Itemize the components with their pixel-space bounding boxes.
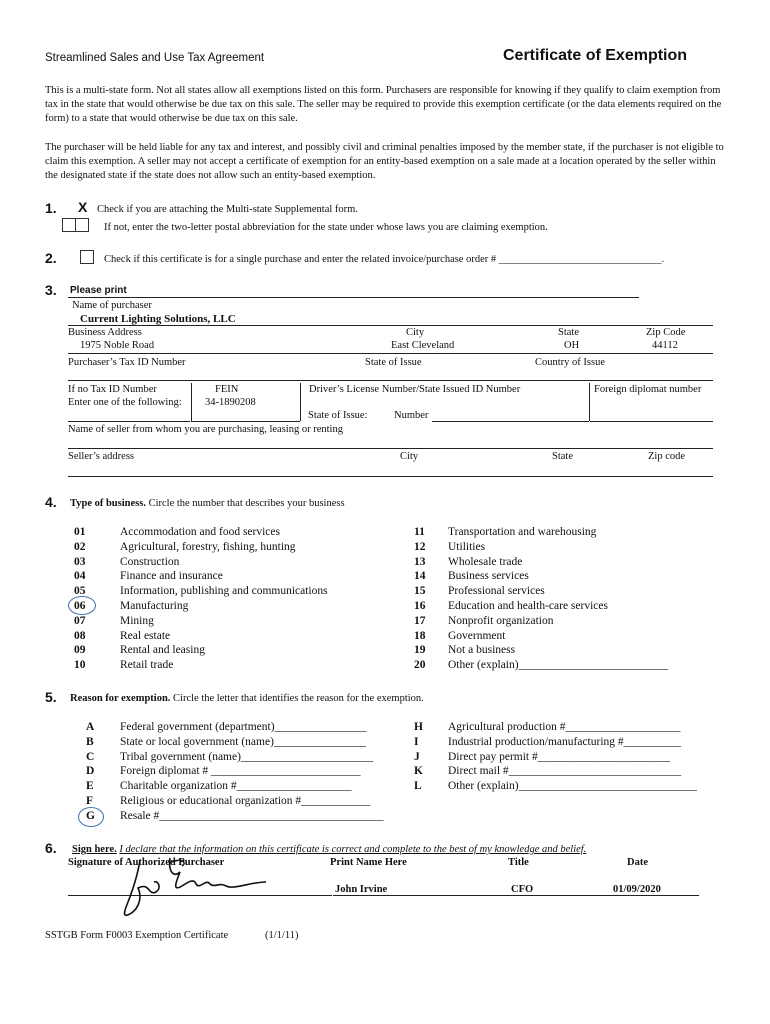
tax-id-state-label: State of Issue xyxy=(365,357,422,368)
intro-paragraph-1: This is a multi-state form. Not all states allow all exemptions listed on this form. Purchasers are responsible for knowing if they qualify to claim exemption from tax in the state that would otherwise be due tax on this sale. The seller may be required to provide this exemption certificate (or the data elements required on the form) to a state that would otherwise be due tax on this sale. xyxy=(45,85,722,124)
date-line xyxy=(613,895,699,896)
city-value[interactable]: East Cleveland xyxy=(391,340,455,351)
business-type-item-label: Education and health-care services xyxy=(448,600,608,612)
dl-number-label: Number xyxy=(394,410,429,421)
exemption-reason-item-code[interactable]: F xyxy=(86,795,94,807)
no-tax-id-label-2: Enter one of the following: xyxy=(68,397,182,408)
exemption-reason-item-label: Tribal government (name)_______________________ xyxy=(120,750,374,763)
exemption-reason-item-label: Foreign diplomat # __________________________ xyxy=(120,765,361,778)
business-type-title: Type of business. xyxy=(70,498,146,509)
exemption-reason-item-label: State or local government (name)________________ xyxy=(120,735,366,748)
exemption-reason-instruction: Circle the letter that identifies the reason for the exemption. xyxy=(173,693,424,704)
date-value[interactable]: 01/09/2020 xyxy=(613,884,661,895)
business-type-item-code[interactable]: 05 xyxy=(74,585,86,598)
seller-name-label: Name of seller from whom you are purchasing, leasing or renting xyxy=(68,424,343,435)
seller-state-label: State xyxy=(552,451,573,462)
business-type-item-code[interactable]: 09 xyxy=(74,644,86,657)
business-type-item-code[interactable]: 11 xyxy=(414,526,425,538)
exemption-reason-item-label: Resale #_______________________________________ xyxy=(120,809,384,822)
business-type-item-code[interactable]: 14 xyxy=(414,570,426,583)
exemption-reason-item-code[interactable]: A xyxy=(86,721,95,733)
business-type-item-label: Agricultural, forestry, fishing, hunting xyxy=(120,540,296,553)
business-type-item-label: Rental and leasing xyxy=(120,644,205,657)
multistate-checkmark[interactable]: X xyxy=(78,199,88,215)
business-type-item-label: Business services xyxy=(448,570,529,583)
page-title: Certificate of Exemption xyxy=(503,47,688,64)
intro-paragraph-2: The purchaser will be held liable for any tax and interest, and possibly civil and criminal penalties imposed by the member state, if the purchaser is not eligible to claim this exemption. A seller may not accept a certificate of exemption for an entity-based exemption on a sale made at a location operated by the seller within the designated state if the state does not allow such an entity-based exemption. xyxy=(45,142,724,181)
exemption-reason-item-label: Direct pay permit #_______________________ xyxy=(448,750,670,763)
business-type-item-code[interactable]: 02 xyxy=(74,540,86,553)
form-revision: (1/1/11) xyxy=(265,930,299,941)
business-type-heading xyxy=(70,498,345,509)
title-value[interactable]: CFO xyxy=(511,884,534,895)
section-5-number: 5. xyxy=(45,689,57,705)
business-type-item-code[interactable]: 12 xyxy=(414,540,426,553)
business-type-item-label: Other (explain)__________________________ xyxy=(448,659,669,672)
declaration-text: I declare that the information on this certificate is correct and complete to the best of my knowledge and belief. xyxy=(119,844,587,855)
business-address-label: Business Address xyxy=(68,327,142,338)
title-label: Title xyxy=(508,857,529,868)
exemption-reason-item-code[interactable]: E xyxy=(86,780,94,793)
business-type-instruction: Circle the number that describes your business xyxy=(148,498,345,509)
exemption-reason-item-label: Federal government (department)________________ xyxy=(120,721,367,733)
business-type-item-label: Accommodation and food services xyxy=(120,526,280,538)
sign-here-label: Sign here. xyxy=(72,844,117,855)
business-type-item-code[interactable]: 13 xyxy=(414,555,426,568)
exemption-reason-item-code[interactable]: I xyxy=(414,735,419,748)
state-value[interactable]: OH xyxy=(564,340,580,351)
exemption-reason-title: Reason for exemption. xyxy=(70,693,171,704)
title-line xyxy=(509,895,613,896)
business-type-item-code[interactable]: 20 xyxy=(414,659,426,672)
business-type-item-label: Retail trade xyxy=(120,659,174,672)
exemption-reason-item-label: Religious or educational organization #____________ xyxy=(120,795,371,807)
id-rule-d xyxy=(590,421,713,422)
state-code-instruction: If not, enter the two-letter postal abbreviation for the state under whose laws you are claiming exemption. xyxy=(104,222,548,233)
business-type-item-label: Nonprofit organization xyxy=(448,614,554,627)
business-type-item-code[interactable]: 15 xyxy=(414,585,426,598)
business-type-item-code[interactable]: 08 xyxy=(74,629,86,642)
tax-id-rule xyxy=(68,380,713,381)
business-type-item-label: Mining xyxy=(120,614,154,627)
fein-label: FEIN xyxy=(215,384,239,395)
please-print-label: Please print xyxy=(70,285,127,296)
exemption-reason-item-code[interactable]: C xyxy=(86,750,95,763)
tax-id-label: Purchaser’s Tax ID Number xyxy=(68,357,186,368)
seller-zip-label: Zip code xyxy=(648,451,686,462)
drivers-license-label: Driver’s License Number/State Issued ID Number xyxy=(309,384,521,395)
dl-state-label: State of Issue: xyxy=(308,410,368,421)
business-type-item-code[interactable]: 16 xyxy=(414,600,426,612)
state-code-boxes[interactable] xyxy=(62,218,89,232)
exemption-reason-item-label: Other (explain)_______________________________ xyxy=(448,780,697,793)
section-1-number: 1. xyxy=(45,200,57,216)
divider-pipe xyxy=(191,383,192,421)
state-label: State xyxy=(558,327,579,338)
business-type-item-code[interactable]: 19 xyxy=(414,644,426,657)
zip-code-value[interactable]: 44112 xyxy=(652,340,678,351)
exemption-reason-item-code[interactable]: H xyxy=(414,721,423,733)
single-purchase-label xyxy=(104,254,664,265)
exemption-reason-item-code[interactable]: B xyxy=(86,735,94,748)
id-rule-c xyxy=(432,421,589,422)
divider-pipe xyxy=(589,383,590,421)
business-type-item-label: Government xyxy=(448,629,506,642)
seller-address-label: Seller’s address xyxy=(68,451,134,462)
fein-value[interactable]: 34-1890208 xyxy=(205,397,256,408)
business-type-item-label: Wholesale trade xyxy=(448,555,523,568)
zip-code-label: Zip Code xyxy=(646,327,686,338)
section-4-number: 4. xyxy=(45,494,57,510)
id-rule-b xyxy=(191,421,300,422)
state-code-box-2[interactable] xyxy=(75,218,89,232)
signature-scribble xyxy=(110,852,280,922)
city-label: City xyxy=(406,327,425,338)
print-name-value[interactable]: John Irvine xyxy=(335,884,388,895)
seller-city-label: City xyxy=(400,451,419,462)
seller-address-rule[interactable] xyxy=(68,476,713,477)
print-name-label: Print Name Here xyxy=(330,857,407,868)
purchaser-name-label: Name of purchaser xyxy=(72,300,152,311)
business-type-item-label: Professional services xyxy=(448,585,545,598)
exemption-reason-item-code[interactable]: K xyxy=(414,765,423,778)
section-3-number: 3. xyxy=(45,282,57,298)
business-type-item-label: Manufacturing xyxy=(120,600,189,612)
exemption-reason-item-code[interactable]: G xyxy=(86,809,95,822)
business-type-item-code[interactable]: 07 xyxy=(74,614,86,627)
tax-id-country-label: Country of Issue xyxy=(535,357,605,368)
please-print-rule xyxy=(68,297,639,298)
exemption-reason-item-code[interactable]: L xyxy=(414,780,422,793)
state-code-box-1[interactable] xyxy=(62,218,76,232)
business-type-item-label: Transportation and warehousing xyxy=(448,526,597,538)
agreement-name: Streamlined Sales and Use Tax Agreement xyxy=(45,52,265,64)
single-purchase-checkbox[interactable] xyxy=(80,250,94,264)
purchaser-name-value[interactable]: Current Lighting Solutions, LLC xyxy=(80,313,236,325)
address-rule xyxy=(68,353,713,354)
business-type-item-label: Not a business xyxy=(448,644,516,657)
selected-business-circle xyxy=(68,596,96,615)
business-type-item-code[interactable]: 06 xyxy=(74,600,86,612)
business-type-item-label: Utilities xyxy=(448,540,486,553)
business-type-item-code[interactable]: 04 xyxy=(74,570,86,583)
purchaser-name-rule xyxy=(68,325,713,326)
business-type-item-code[interactable]: 03 xyxy=(74,555,86,568)
business-type-item-code[interactable]: 17 xyxy=(414,614,426,627)
seller-name-rule[interactable] xyxy=(68,448,713,449)
foreign-diplomat-label: Foreign diplomat number xyxy=(594,384,702,395)
business-type-item-code[interactable]: 10 xyxy=(74,659,86,672)
section-6-number: 6. xyxy=(45,840,57,856)
invoice-number-field[interactable]: _______________________________. xyxy=(498,254,665,265)
business-type-item-label: Construction xyxy=(120,555,180,568)
business-type-item-code[interactable]: 18 xyxy=(414,629,426,642)
single-purchase-text: Check if this certificate is for a single purchase and enter the related invoice/purchase order # xyxy=(104,254,497,265)
business-type-item-label: Information, publishing and communications xyxy=(120,585,328,598)
print-name-line xyxy=(333,895,509,896)
exemption-reason-heading xyxy=(70,693,424,704)
business-address-value[interactable]: 1975 Noble Road xyxy=(80,340,155,351)
id-rule-a xyxy=(68,421,190,422)
exemption-reason-item-label: Direct mail #______________________________ xyxy=(448,765,682,778)
date-label: Date xyxy=(627,857,648,868)
section-2-number: 2. xyxy=(45,250,57,266)
exemption-reason-item-label: Industrial production/manufacturing #__________ xyxy=(448,735,682,748)
divider-pipe xyxy=(300,383,301,421)
business-type-item-label: Real estate xyxy=(120,629,171,642)
exemption-reason-item-code[interactable]: D xyxy=(86,765,95,778)
business-type-item-label: Finance and insurance xyxy=(120,570,223,583)
form-id: SSTGB Form F0003 Exemption Certificate xyxy=(45,930,229,941)
exemption-reason-item-code[interactable]: J xyxy=(414,750,420,763)
exemption-reason-item-label: Agricultural production #____________________ xyxy=(448,721,681,733)
multistate-checkbox-label: Check if you are attaching the Multi-state Supplemental form. xyxy=(97,204,358,215)
selected-reason-circle xyxy=(78,807,104,827)
signature-label: Signature of Authorized Purchaser xyxy=(68,857,225,868)
exemption-reason-item-label: Charitable organization #____________________ xyxy=(120,780,352,793)
business-type-item-code[interactable]: 01 xyxy=(74,526,86,538)
no-tax-id-label-1: If no Tax ID Number xyxy=(68,384,157,395)
